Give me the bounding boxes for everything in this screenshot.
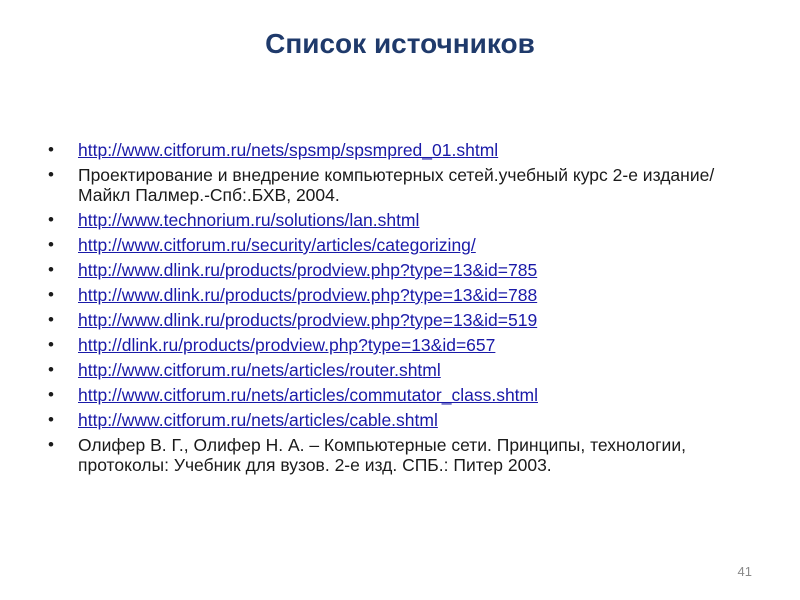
source-link[interactable]: http://www.citforum.ru/nets/spsmp/spsmpred_01.shtml [78,140,499,160]
bullet-icon: • [48,285,54,304]
list-item [48,410,760,430]
bullet-icon: • [48,210,54,229]
slide-title: Список источников [265,28,535,59]
source-link[interactable]: http://www.dlink.ru/products/prodview.php?type=13&id=519 [78,310,538,330]
bullet-icon: • [48,140,54,159]
source-link[interactable]: http://dlink.ru/products/prodview.php?type=13&id=657 [78,335,496,355]
bullet-icon: • [48,435,54,454]
list-item [48,385,760,405]
source-link[interactable]: http://www.dlink.ru/products/prodview.php?type=13&id=785 [78,260,538,280]
bullet-icon: • [48,235,54,254]
list-item [48,360,760,380]
bullet-icon: • [48,360,54,379]
list-item [48,335,760,355]
list-item [48,165,760,205]
list-item [48,235,760,255]
bullet-icon: • [48,310,54,329]
bullet-icon: • [48,335,54,354]
source-link[interactable]: http://www.citforum.ru/nets/articles/router.shtml [78,360,441,380]
bullet-icon: • [48,410,54,429]
source-link[interactable]: http://www.technorium.ru/solutions/lan.shtml [78,210,420,230]
list-item [48,210,760,230]
source-link[interactable]: http://www.dlink.ru/products/prodview.php?type=13&id=788 [78,285,538,305]
slide-number: 41 [737,564,752,579]
source-text: Проектирование и внедрение компьютерных сетей.учебный курс 2-е издание/Майкл Палмер.-Спб:.БХВ, 2004. [78,165,715,205]
bullet-icon: • [48,260,54,279]
list-item [48,285,760,305]
bullet-icon: • [48,165,54,184]
source-text: Олифер В. Г., Олифер Н. А. – Компьютерные сети. Принципы, технологии, протоколы: Учебник для вузов. 2-е изд. СПБ.: Питер 2003. [78,435,686,475]
list-item [48,260,760,280]
list-item [48,435,760,475]
list-item [48,310,760,330]
list-item [48,140,760,160]
sources-list [48,140,760,480]
source-link[interactable]: http://www.citforum.ru/nets/articles/commutator_class.shtml [78,385,538,405]
bullet-icon: • [48,385,54,404]
source-link[interactable]: http://www.citforum.ru/security/articles/categorizing/ [78,235,476,255]
source-link[interactable]: http://www.citforum.ru/nets/articles/cable.shtml [78,410,438,430]
